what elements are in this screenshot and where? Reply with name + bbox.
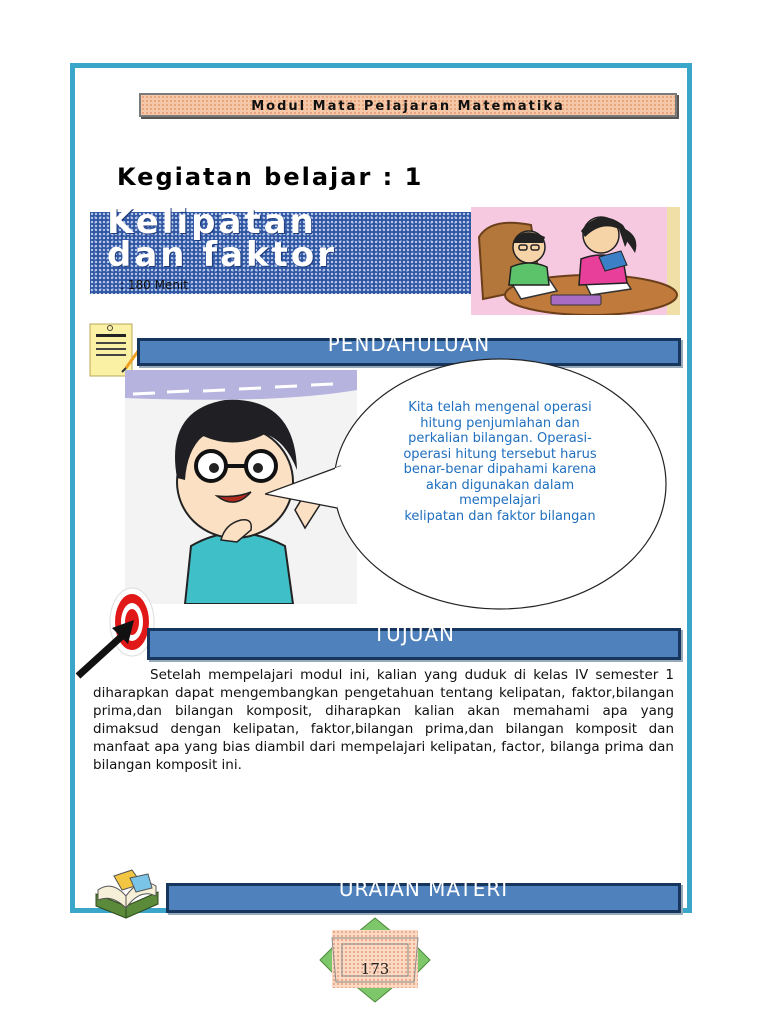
intro-section-label: PENDAHULUAN [327,332,491,356]
module-header-banner [139,93,677,117]
topic-title [107,202,467,275]
goal-paragraph: Setelah mempelajari modul ini, kalian yang duduk di kelas IV semester 1 diharapkan dapat mengembangkan pengetahuan tentang kelipatan, faktor,bilangan prima,dan bilangan komposit, diharapkan kalian akan memahami apa yang dimaksud dengan kelipatan, faktor,bilangan prima,dan bilangan komposit dan manfaat apa yang bias diambil dari mempelajari kelipatan, factor, bilanga prima dan bilangan komposit ini. [93,667,674,773]
duration-label: : 180 Menit [120,278,188,292]
module-title: Modul Mata Pelajaran Matematika [251,99,565,114]
speech-bubble-text: Kita telah mengenal operasi hitung penjumlahan dan perkalian bilangan. Operasi- operasi hitung tersebut harus benar-benar dipahami karena akan digunakan dalam mempelajari kelipatan dan faktor bilangan [403,400,597,524]
lesson-heading: Kegiatan belajar : 1 [117,163,424,191]
material-section-label: URAIAN MATERI [338,877,509,901]
open-book-icon [92,866,162,922]
goal-section-label: TUJUAN [372,622,456,646]
kids-studying-illustration [471,207,680,315]
topic-title-line-2: dan faktor [107,235,338,275]
topic-title-line-1: Kelipatan [107,202,317,242]
page-number: 173 [360,960,390,978]
